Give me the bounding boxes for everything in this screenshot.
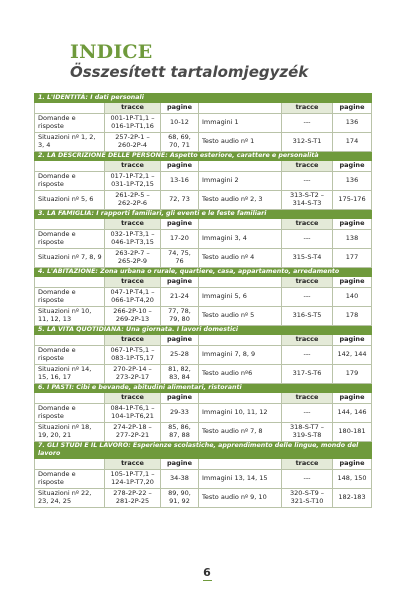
table-row bbox=[35, 249, 372, 268]
row-tracce: 047-1P-T4,1 – 066-1P-T4,20 bbox=[105, 288, 161, 307]
row-tracce: 266-2P-10 – 269-2P-13 bbox=[105, 307, 161, 326]
column-header-row bbox=[35, 277, 372, 288]
row-tracce: 278-2P-22 – 281-2P-25 bbox=[105, 489, 161, 508]
header-pagine: pagine bbox=[161, 459, 199, 470]
row-label: Situazioni nº 5, 6 bbox=[35, 191, 105, 210]
row-pagine-secondary: 182-183 bbox=[333, 489, 372, 508]
row-pagine: 85, 86, 87, 88 bbox=[161, 423, 199, 442]
section-title-row bbox=[35, 384, 372, 393]
row-pagine: 77, 78, 79, 80 bbox=[161, 307, 199, 326]
header-pagine: pagine bbox=[161, 103, 199, 114]
header-pagine: pagine bbox=[161, 161, 199, 172]
table-row bbox=[35, 470, 372, 489]
row-pagine-secondary: 142, 144 bbox=[333, 346, 372, 365]
row-pagine-secondary: 148, 150 bbox=[333, 470, 372, 489]
column-header-row bbox=[35, 459, 372, 470]
header-tracce: tracce bbox=[282, 335, 333, 346]
row-pagine: 21-24 bbox=[161, 288, 199, 307]
index-table-body bbox=[35, 94, 372, 508]
table-row bbox=[35, 346, 372, 365]
header-pagine: pagine bbox=[333, 161, 372, 172]
section-title-row bbox=[35, 442, 372, 459]
row-label: Domande e risposte bbox=[35, 288, 105, 307]
row-tracce-secondary: 317-S-T6 bbox=[282, 365, 333, 384]
row-pagine: 68, 69, 70, 71 bbox=[161, 133, 199, 152]
row-tracce-secondary: 315-S-T4 bbox=[282, 249, 333, 268]
row-label-secondary: Testo audio nº 5 bbox=[199, 307, 282, 326]
row-label-secondary: Testo audio nº 1 bbox=[199, 133, 282, 152]
column-header-row bbox=[35, 103, 372, 114]
row-pagine-secondary: 177 bbox=[333, 249, 372, 268]
header-pagine: pagine bbox=[161, 277, 199, 288]
row-label: Domande e risposte bbox=[35, 114, 105, 133]
section-title-row bbox=[35, 94, 372, 103]
header-pagine: pagine bbox=[333, 393, 372, 404]
row-label-secondary: Immagini 1 bbox=[199, 114, 282, 133]
header-blank bbox=[199, 277, 282, 288]
row-label-secondary: Immagini 3, 4 bbox=[199, 230, 282, 249]
page-subtitle: Összesített tartalomjegyzék bbox=[70, 63, 309, 81]
row-pagine: 29-33 bbox=[161, 404, 199, 423]
section-title: 1. L'IDENTITÀ: I dati personali bbox=[35, 94, 372, 103]
table-row bbox=[35, 114, 372, 133]
header-pagine: pagine bbox=[333, 459, 372, 470]
row-tracce-secondary: 316-S-T5 bbox=[282, 307, 333, 326]
row-pagine: 34-38 bbox=[161, 470, 199, 489]
table-row bbox=[35, 288, 372, 307]
row-label: Domande e risposte bbox=[35, 404, 105, 423]
section-title-row bbox=[35, 268, 372, 277]
table-row bbox=[35, 404, 372, 423]
row-pagine: 81, 82, 83, 84 bbox=[161, 365, 199, 384]
row-pagine-secondary: 136 bbox=[333, 114, 372, 133]
table-row bbox=[35, 423, 372, 442]
row-pagine: 10-12 bbox=[161, 114, 199, 133]
page-title: INDICE bbox=[70, 41, 153, 63]
row-tracce-secondary: 312-S-T1 bbox=[282, 133, 333, 152]
row-tracce: 274-2P-18 – 277-2P-21 bbox=[105, 423, 161, 442]
row-tracce-secondary: --- bbox=[282, 404, 333, 423]
header-blank bbox=[35, 219, 105, 230]
header-blank bbox=[35, 459, 105, 470]
row-pagine-secondary: 144, 146 bbox=[333, 404, 372, 423]
header-tracce: tracce bbox=[105, 277, 161, 288]
row-tracce: 001-1P-T1,1 – 016-1P-T1,16 bbox=[105, 114, 161, 133]
row-pagine-secondary: 175-176 bbox=[333, 191, 372, 210]
header-tracce: tracce bbox=[282, 161, 333, 172]
row-label-secondary: Immagini 5, 6 bbox=[199, 288, 282, 307]
row-pagine: 74, 75, 76 bbox=[161, 249, 199, 268]
header-blank bbox=[199, 103, 282, 114]
row-label: Situazioni nº 10, 11, 12, 13 bbox=[35, 307, 105, 326]
row-pagine-secondary: 138 bbox=[333, 230, 372, 249]
row-label: Domande e risposte bbox=[35, 230, 105, 249]
row-tracce-secondary: 318-S-T7 – 319-S-T8 bbox=[282, 423, 333, 442]
column-header-row bbox=[35, 393, 372, 404]
page-number-rule bbox=[203, 580, 212, 581]
table-row bbox=[35, 133, 372, 152]
header-pagine: pagine bbox=[161, 393, 199, 404]
header-tracce: tracce bbox=[105, 161, 161, 172]
section-title: 6. I PASTI: Cibi e bevande, abitudini alimentari, ristoranti bbox=[35, 384, 372, 393]
row-pagine: 25-28 bbox=[161, 346, 199, 365]
header-tracce: tracce bbox=[282, 393, 333, 404]
section-title: 7. GLI STUDI E IL LAVORO: Esperienze scolastiche, apprendimento delle lingue, mondo del lavoro bbox=[35, 442, 372, 459]
header-tracce: tracce bbox=[282, 277, 333, 288]
row-tracce-secondary: --- bbox=[282, 172, 333, 191]
row-tracce-secondary: --- bbox=[282, 470, 333, 489]
header-pagine: pagine bbox=[333, 335, 372, 346]
row-label-secondary: Testo audio nº 9, 10 bbox=[199, 489, 282, 508]
row-label: Domande e risposte bbox=[35, 346, 105, 365]
header-blank bbox=[199, 335, 282, 346]
header-tracce: tracce bbox=[105, 393, 161, 404]
row-tracce: 257-2P-1 – 260-2P-4 bbox=[105, 133, 161, 152]
table-row bbox=[35, 307, 372, 326]
header-pagine: pagine bbox=[161, 219, 199, 230]
table-row bbox=[35, 191, 372, 210]
header-pagine: pagine bbox=[333, 219, 372, 230]
row-pagine: 72, 73 bbox=[161, 191, 199, 210]
header-tracce: tracce bbox=[282, 103, 333, 114]
header-tracce: tracce bbox=[105, 103, 161, 114]
section-title: 5. LA VITA QUOTIDIANA: Una giornata. I lavori domestici bbox=[35, 326, 372, 335]
row-pagine-secondary: 140 bbox=[333, 288, 372, 307]
header-tracce: tracce bbox=[282, 459, 333, 470]
header-blank bbox=[35, 103, 105, 114]
row-pagine-secondary: 136 bbox=[333, 172, 372, 191]
header-blank bbox=[35, 277, 105, 288]
section-title-row bbox=[35, 326, 372, 335]
row-tracce: 105-1P-T7,1 – 124-1P-T7,20 bbox=[105, 470, 161, 489]
header-tracce: tracce bbox=[105, 219, 161, 230]
section-title-row bbox=[35, 152, 372, 161]
row-label: Domande e risposte bbox=[35, 470, 105, 489]
row-tracce-secondary: --- bbox=[282, 230, 333, 249]
row-label-secondary: Testo audio nº6 bbox=[199, 365, 282, 384]
row-tracce-secondary: --- bbox=[282, 288, 333, 307]
row-tracce-secondary: 313-S-T2 – 314-S-T3 bbox=[282, 191, 333, 210]
header-tracce: tracce bbox=[282, 219, 333, 230]
section-title: 3. LA FAMIGLIA: I rapporti familiari, gli eventi e le feste familiari bbox=[35, 210, 372, 219]
header-blank bbox=[35, 161, 105, 172]
header-blank bbox=[199, 161, 282, 172]
section-title-row bbox=[35, 210, 372, 219]
row-label-secondary: Immagini 7, 8, 9 bbox=[199, 346, 282, 365]
row-pagine-secondary: 180-181 bbox=[333, 423, 372, 442]
header-pagine: pagine bbox=[333, 103, 372, 114]
row-tracce: 084-1P-T6,1 – 104-1P-T6,21 bbox=[105, 404, 161, 423]
row-label: Situazioni nº 22, 23, 24, 25 bbox=[35, 489, 105, 508]
header-blank bbox=[199, 393, 282, 404]
column-header-row bbox=[35, 219, 372, 230]
row-tracce: 261-2P-5 – 262-2P-6 bbox=[105, 191, 161, 210]
row-label: Situazioni nº 18, 19, 20, 21 bbox=[35, 423, 105, 442]
row-tracce: 032-1P-T3,1 – 046-1P-T3,15 bbox=[105, 230, 161, 249]
page-header bbox=[70, 42, 308, 81]
row-label-secondary: Immagini 13, 14, 15 bbox=[199, 470, 282, 489]
row-label: Situazioni nº 14, 15, 16, 17 bbox=[35, 365, 105, 384]
row-tracce-secondary: --- bbox=[282, 346, 333, 365]
header-blank bbox=[199, 219, 282, 230]
row-label: Situazioni nº 1, 2, 3, 4 bbox=[35, 133, 105, 152]
table-row bbox=[35, 172, 372, 191]
column-header-row bbox=[35, 161, 372, 172]
section-title: 4. L'ABITAZIONE: Zona urbana o rurale, quartiere, casa, appartamento, arredamento bbox=[35, 268, 372, 277]
table-row bbox=[35, 230, 372, 249]
header-pagine: pagine bbox=[161, 335, 199, 346]
column-header-row bbox=[35, 335, 372, 346]
row-label-secondary: Testo audio nº 2, 3 bbox=[199, 191, 282, 210]
row-pagine-secondary: 174 bbox=[333, 133, 372, 152]
header-tracce: tracce bbox=[105, 459, 161, 470]
header-blank bbox=[199, 459, 282, 470]
section-title: 2. LA DESCRIZIONE DELLE PERSONE: Aspetto esteriore, carattere e personalità bbox=[35, 152, 372, 161]
row-label-secondary: Testo audio nº 4 bbox=[199, 249, 282, 268]
row-label: Situazioni nº 7, 8, 9 bbox=[35, 249, 105, 268]
row-label-secondary: Testo audio nº 7, 8 bbox=[199, 423, 282, 442]
row-tracce: 017-1P-T2,1 – 031-1P-T2,15 bbox=[105, 172, 161, 191]
row-pagine-secondary: 179 bbox=[333, 365, 372, 384]
table-row bbox=[35, 365, 372, 384]
row-label-secondary: Immagini 2 bbox=[199, 172, 282, 191]
row-tracce: 067-1P-T5,1 – 083-1P-T5,17 bbox=[105, 346, 161, 365]
row-tracce: 263-2P-7 – 265-2P-9 bbox=[105, 249, 161, 268]
row-label-secondary: Immagini 10, 11, 12 bbox=[199, 404, 282, 423]
row-tracce-secondary: 320-S-T9 – 321-S-T10 bbox=[282, 489, 333, 508]
page-number: 6 bbox=[203, 566, 211, 579]
row-tracce-secondary: --- bbox=[282, 114, 333, 133]
row-pagine: 89, 90, 91, 92 bbox=[161, 489, 199, 508]
header-tracce: tracce bbox=[105, 335, 161, 346]
header-blank bbox=[35, 335, 105, 346]
row-pagine-secondary: 178 bbox=[333, 307, 372, 326]
row-pagine: 13-16 bbox=[161, 172, 199, 191]
row-pagine: 17-20 bbox=[161, 230, 199, 249]
table-row bbox=[35, 489, 372, 508]
row-tracce: 270-2P-14 – 273-2P-17 bbox=[105, 365, 161, 384]
index-table bbox=[34, 93, 372, 508]
row-label: Domande e risposte bbox=[35, 172, 105, 191]
header-blank bbox=[35, 393, 105, 404]
header-pagine: pagine bbox=[333, 277, 372, 288]
